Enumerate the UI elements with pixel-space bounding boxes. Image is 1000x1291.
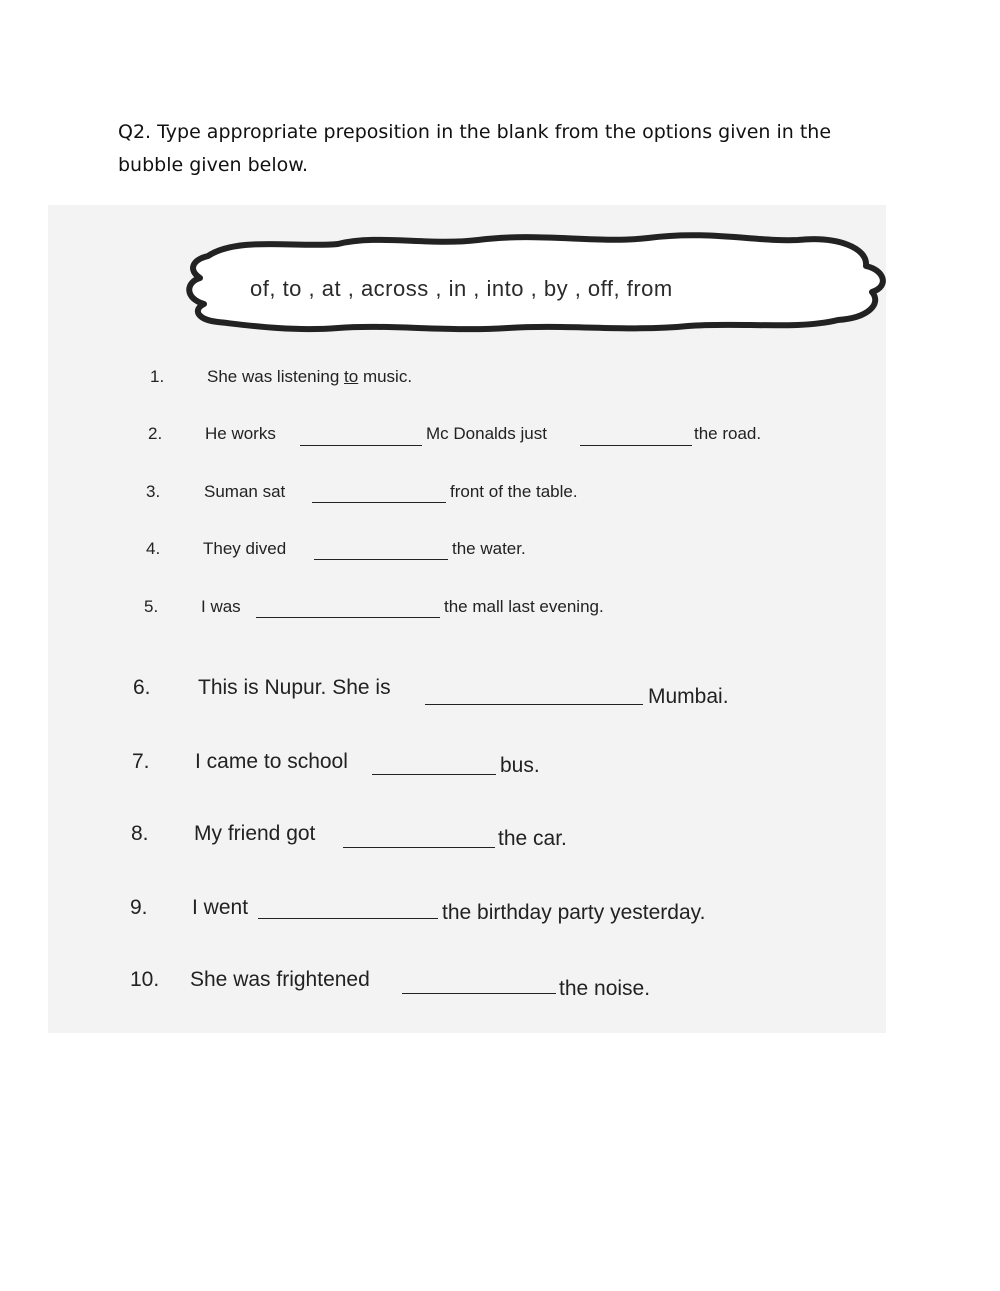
- question-text-part-1: This is Nupur. She is: [198, 676, 391, 699]
- answer-blank[interactable]: [314, 559, 448, 560]
- question-text-part-1: He works: [205, 424, 276, 443]
- answer-blank[interactable]: [258, 918, 438, 919]
- filled-answer[interactable]: to: [344, 367, 359, 386]
- question-number: 8.: [131, 822, 149, 845]
- question-text-part-3: the road.: [694, 424, 762, 443]
- question-text-part-1: I came to school: [195, 750, 348, 773]
- answer-blank[interactable]: [343, 847, 495, 848]
- question-number: 9.: [130, 896, 148, 919]
- question-text-part-2: front of the table.: [450, 482, 578, 501]
- question-text-part-1: I went: [192, 896, 249, 919]
- question-text-part-2: Mc Donalds just: [426, 424, 547, 443]
- question-number: 5.: [144, 597, 159, 616]
- question-text-part-2: the car.: [498, 827, 567, 850]
- question-text-part-2: Mumbai.: [648, 685, 729, 708]
- answer-blank[interactable]: [300, 445, 422, 446]
- question-text-part-1: My friend got: [194, 822, 316, 845]
- question-text-part-1: They dived: [203, 539, 287, 558]
- question-number: 3.: [146, 482, 161, 501]
- instructions-line-1: Q2. Type appropriate preposition in the blank from the options given in the: [118, 121, 832, 143]
- question-text-part-1: I was: [201, 597, 241, 616]
- question-text: She was listening to music.: [207, 367, 413, 386]
- instructions: [118, 116, 878, 182]
- instructions-line-2: bubble given below.: [118, 154, 309, 176]
- question-text-part-2: the water.: [452, 539, 526, 558]
- question-number: 6.: [133, 676, 151, 699]
- question-text-part-2: the mall last evening.: [444, 597, 604, 616]
- answer-blank[interactable]: [580, 445, 692, 446]
- question-number: 10.: [130, 968, 160, 991]
- answer-blank[interactable]: [425, 704, 643, 705]
- question-number: 7.: [132, 750, 150, 773]
- preposition-options: of, to , at , across , in , into , by , off, from: [250, 276, 673, 301]
- answer-blank[interactable]: [312, 502, 446, 503]
- answer-blank[interactable]: [372, 774, 496, 775]
- question-text-part-1: Suman sat: [204, 482, 286, 501]
- answer-blank[interactable]: [402, 993, 556, 994]
- question-text-part-1: She was frightened: [190, 968, 370, 991]
- question-number: 2.: [148, 424, 163, 443]
- question-number: 4.: [146, 539, 161, 558]
- question-text-part-2: bus.: [500, 754, 540, 777]
- answer-blank[interactable]: [256, 617, 440, 618]
- question-text-part-2: the noise.: [559, 977, 651, 1000]
- question-number: 1.: [150, 367, 165, 386]
- question-text-part-2: the birthday party yesterday.: [442, 901, 706, 924]
